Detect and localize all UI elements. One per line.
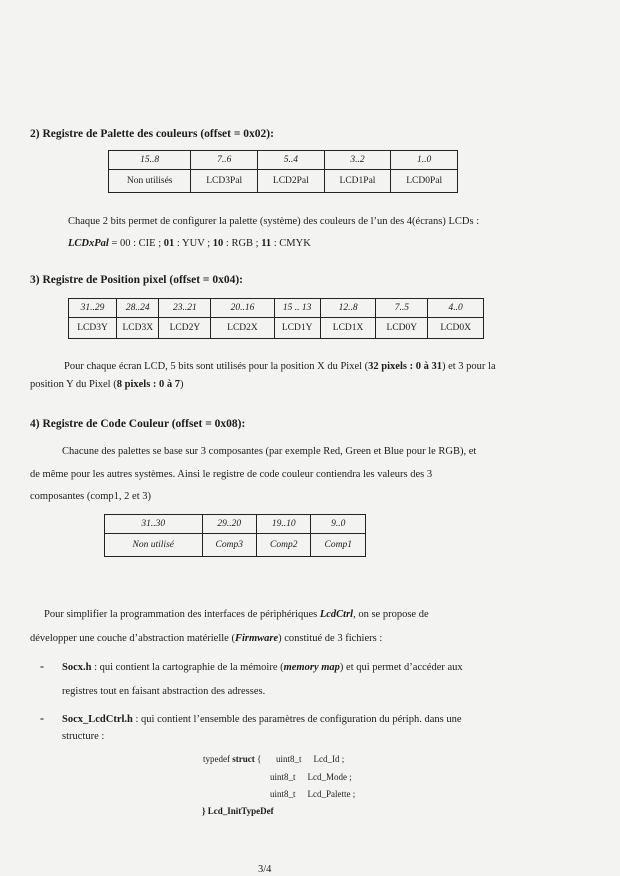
firmware-term: Firmware bbox=[234, 633, 279, 644]
fields-row bbox=[69, 318, 484, 339]
bits-row bbox=[109, 151, 458, 170]
bits-row bbox=[69, 299, 484, 318]
position-register-table bbox=[68, 298, 484, 339]
section3-description-line2 bbox=[30, 379, 184, 390]
field-name: LCD3X bbox=[117, 318, 159, 339]
file-name: Socx.h bbox=[62, 662, 92, 673]
fields-row bbox=[109, 170, 458, 193]
member-name: Lcd_Palette ; bbox=[307, 789, 356, 799]
member-name: Lcd_Id ; bbox=[313, 754, 345, 764]
bullet-dash: - bbox=[40, 659, 44, 673]
formula-rgb: : RGB ; bbox=[223, 238, 262, 249]
code-member bbox=[276, 754, 344, 764]
bit-range: 31..30 bbox=[105, 515, 203, 534]
text-span: : qui contient l’ensemble des paramètres de configuration du périph. dans une bbox=[132, 714, 462, 725]
field-name: LCD0Pal bbox=[391, 170, 458, 193]
bit-range: 31..29 bbox=[69, 299, 117, 318]
keyword: typedef bbox=[203, 754, 230, 764]
formula-yuv: : YUV ; bbox=[174, 238, 213, 249]
field-name: Comp3 bbox=[202, 534, 256, 557]
section2-description: Chaque 2 bits permet de configurer la palette (système) des couleurs de l’un des 4(écrans) LCDs : bbox=[68, 216, 480, 227]
field-name: Non utilisé bbox=[105, 534, 203, 557]
text-span: développer une couche d’abstraction matérielle ( bbox=[30, 633, 235, 644]
code-11: 11 bbox=[261, 238, 272, 249]
section4-paragraph-line1: Chacune des palettes se base sur 3 composantes (par exemple Red, Green et Blue pour le RGB), et bbox=[62, 446, 477, 457]
code-member bbox=[270, 772, 352, 782]
bits-row bbox=[105, 515, 366, 534]
text-span: ) bbox=[180, 379, 184, 390]
field-name: LCD2Pal bbox=[258, 170, 325, 193]
text-span: ) et 3 pour la bbox=[441, 361, 496, 372]
bit-range: 15..8 bbox=[109, 151, 191, 170]
field-name: LCD0Y bbox=[376, 318, 428, 339]
bullet-lcdctrl-line2: structure : bbox=[62, 731, 105, 742]
bit-range: 5..4 bbox=[258, 151, 325, 170]
keyword: struct bbox=[232, 754, 255, 764]
color-code-register-table bbox=[104, 514, 366, 557]
bit-range: 19..10 bbox=[257, 515, 311, 534]
bit-range: 9..0 bbox=[311, 515, 366, 534]
member-type: uint8_t bbox=[270, 789, 296, 799]
field-name: LCD2Y bbox=[159, 318, 211, 339]
text-span: position Y du Pixel ( bbox=[30, 379, 117, 390]
memory-map-term: memory map bbox=[283, 662, 340, 673]
formula-variable: LCDxPal bbox=[68, 238, 109, 249]
code-01: 01 bbox=[163, 238, 175, 249]
page-number: 3/4 bbox=[258, 864, 272, 875]
text-span: Pour simplifier la programmation des interfaces de périphériques bbox=[44, 609, 320, 620]
bit-range: 23..21 bbox=[159, 299, 211, 318]
bullet-socx-line2: registres tout en faisant abstraction des adresses. bbox=[62, 686, 266, 697]
field-name: LCD2X bbox=[211, 318, 274, 339]
palette-formula bbox=[68, 238, 311, 249]
field-name: Comp2 bbox=[257, 534, 311, 557]
bit-range: 3..2 bbox=[324, 151, 391, 170]
section3-heading: 3) Registre de Position pixel (offset = 0x04): bbox=[30, 274, 243, 286]
bit-range: 28..24 bbox=[117, 299, 159, 318]
text-span: ) constitué de 3 fichiers : bbox=[278, 633, 383, 644]
section4-heading: 4) Registre de Code Couleur (offset = 0x08): bbox=[30, 418, 246, 430]
bit-range: 1..0 bbox=[391, 151, 458, 170]
field-name: LCD3Pal bbox=[191, 170, 258, 193]
bit-range: 15 .. 13 bbox=[274, 299, 320, 318]
code-struct-end: } Lcd_InitTypeDef bbox=[202, 806, 274, 816]
section2-heading: 2) Registre de Palette des couleurs (offset = 0x02): bbox=[30, 128, 274, 140]
field-name: LCD0X bbox=[428, 318, 484, 339]
intro-line1 bbox=[44, 609, 429, 620]
field-name: LCD1Pal bbox=[324, 170, 391, 193]
code-member bbox=[270, 789, 355, 799]
text-span: : qui contient la cartographie de la mémoire ( bbox=[91, 662, 284, 673]
code-typedef-line bbox=[203, 754, 261, 764]
section4-paragraph-line3: composantes (comp1, 2 et 3) bbox=[30, 491, 152, 502]
bit-range: 29..20 bbox=[202, 515, 256, 534]
section4-paragraph-line2: de même pour les autres systèmes. Ainsi le registre de code couleur contiendra les valeurs des 3 bbox=[30, 469, 433, 480]
file-name: Socx_LcdCtrl.h bbox=[62, 714, 133, 725]
text-span: , on se propose de bbox=[353, 609, 429, 620]
bit-range: 7..6 bbox=[191, 151, 258, 170]
brace: { bbox=[257, 754, 262, 764]
bullet-lcdctrl-line1 bbox=[62, 714, 461, 725]
bit-range: 12..8 bbox=[320, 299, 376, 318]
field-name: Comp1 bbox=[311, 534, 366, 557]
bit-range: 7..5 bbox=[376, 299, 428, 318]
code-10: 10 bbox=[212, 238, 224, 249]
fields-row bbox=[105, 534, 366, 557]
field-name: LCD1X bbox=[320, 318, 376, 339]
bullet-dash: - bbox=[40, 711, 44, 725]
palette-register-table bbox=[108, 150, 458, 193]
field-name: LCD1Y bbox=[274, 318, 320, 339]
field-name: LCD3Y bbox=[69, 318, 117, 339]
x-range: 32 pixels : 0 à 31 bbox=[368, 361, 442, 372]
field-name: Non utilisés bbox=[109, 170, 191, 193]
text-span: Pour chaque écran LCD, 5 bits sont utilisés pour la position X du Pixel ( bbox=[64, 361, 369, 372]
device-name: LcdCtrl bbox=[319, 609, 354, 620]
section3-description-line1 bbox=[64, 361, 496, 372]
formula-cmyk: : CMYK bbox=[271, 238, 311, 249]
bullet-socx-line1 bbox=[62, 662, 463, 673]
member-type: uint8_t bbox=[270, 772, 296, 782]
bit-range: 20..16 bbox=[211, 299, 274, 318]
bit-range: 4..0 bbox=[428, 299, 484, 318]
member-name: Lcd_Mode ; bbox=[307, 772, 352, 782]
member-type: uint8_t bbox=[276, 754, 302, 764]
y-range: 8 pixels : 0 à 7 bbox=[116, 379, 181, 390]
text-span: ) et qui permet d’accéder aux bbox=[339, 662, 463, 673]
intro-line2 bbox=[30, 633, 382, 644]
formula-cie: = 00 : CIE ; bbox=[108, 238, 164, 249]
